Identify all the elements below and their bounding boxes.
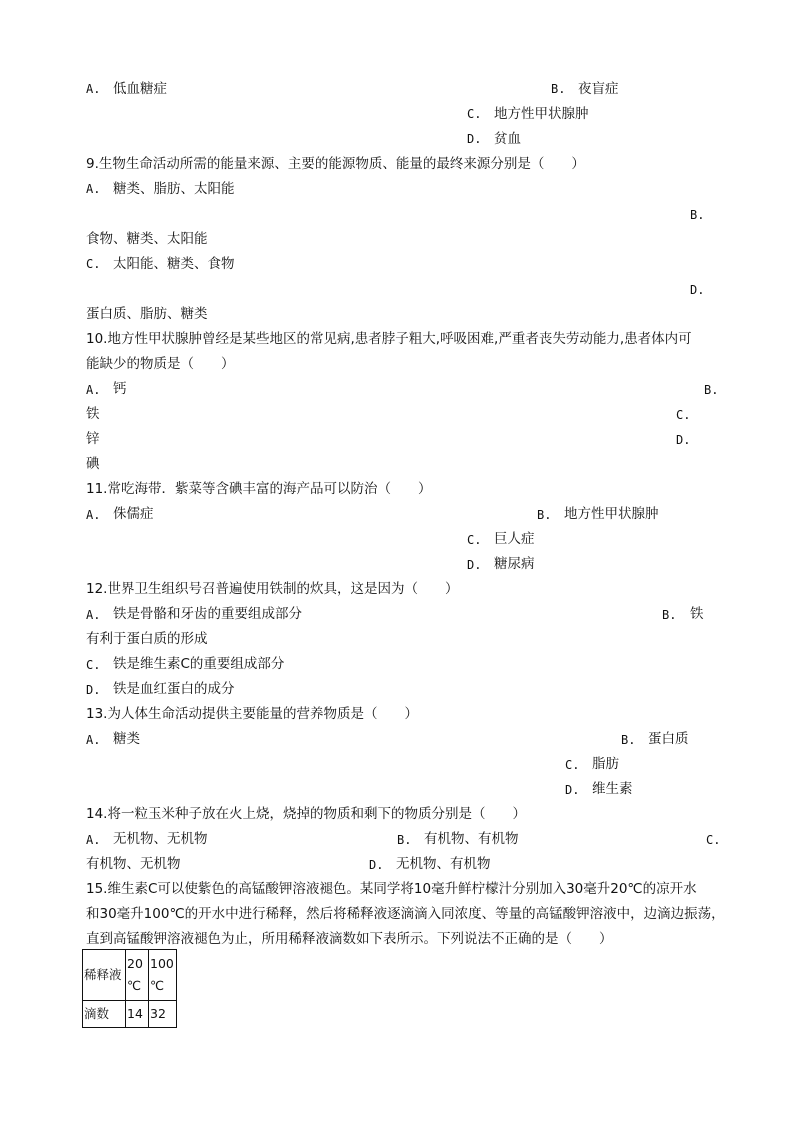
table-row-label: 滴数 [83,1001,126,1028]
q10-option-text-a: 钙 [113,381,127,397]
q14-option-letter-d: D. [369,858,384,872]
option-letter-c: C. [467,107,482,121]
option-text-b: 夜盲症 [578,81,619,97]
header-20-unit: ℃ [127,978,142,993]
q13-option-letter-b: B. [621,733,636,747]
q13-option-letter-c: C. [565,758,580,772]
q12-option-text-b-part2: 有利于蛋白质的形成 [86,631,208,647]
question-10-stem-line1: 10.地方性甲状腺肿曾经是某些地区的常见病,患者脖子粗大,呼吸困难,严重者丧失劳动能力,患者体内可 [86,331,692,347]
q10-option-letter-d: D. [676,433,691,447]
table-row [83,1001,177,1028]
option-text-d: 贫血 [494,131,521,147]
question-9-stem: 9.生物生命活动所需的能量来源、主要的能源物质、能量的最终来源分别是（ ） [86,156,585,172]
question-15-stem-line2: 和30毫升100℃的开水中进行稀释，然后将稀释液逐滴滴入同浓度、等量的高锰酸钾溶液中，边滴边振荡， [86,906,725,922]
q12-option-text-c: 铁是维生素C的重要组成部分 [113,656,285,672]
q9-option-letter-c: C. [86,257,101,271]
q9-option-text-d: 蛋白质、脂肪、糖类 [86,306,208,322]
q10-option-letter-c: C. [676,408,691,422]
q13-option-letter-a: A. [86,733,101,747]
q12-option-letter-b: B. [662,608,677,622]
q12-option-text-a: 铁是骨骼和牙齿的重要组成部分 [113,606,302,622]
q13-option-text-c: 脂肪 [592,756,619,772]
q12-option-text-d: 铁是血红蛋白的成分 [113,681,235,697]
q12-option-text-b-part1: 铁 [690,606,704,622]
q12-option-letter-c: C. [86,658,101,672]
q14-option-text-d: 无机物、有机物 [396,856,491,872]
q10-option-text-d: 碘 [86,456,100,472]
table-header-col-20c [126,950,149,1001]
q13-option-text-b: 蛋白质 [648,731,689,747]
question-10-stem-line2: 能缺少的物质是（ ） [86,356,235,372]
question-15-stem-line3: 直到高锰酸钾溶液褪色为止，所用稀释液滴数如下表所示。下列说法不正确的是（ ） [86,931,613,947]
option-text-a: 低血糖症 [113,81,167,97]
header-100-unit: ℃ [150,978,165,993]
q9-option-text-b: 食物、糖类、太阳能 [86,231,208,247]
option-letter-d: D. [467,132,482,146]
option-letter-a: A. [86,82,101,96]
q13-option-letter-d: D. [565,783,580,797]
table-cell-100c: 32 [149,1001,177,1028]
q9-option-letter-b: B. [690,208,705,222]
question-15-stem-line1: 15.维生素C可以使紫色的高锰酸钾溶液褪色。某同学将10毫升鲜柠檬汁分别加入30毫升20℃的凉开水 [86,881,697,897]
question-13-stem: 13.为人体生命活动提供主要能量的营养物质是（ ） [86,706,418,722]
q9-option-letter-a: A. [86,182,101,196]
q13-option-text-a: 糖类 [113,731,140,747]
q11-option-text-a: 侏儒症 [113,506,154,522]
q11-option-text-c: 巨人症 [494,531,535,547]
q13-option-text-d: 维生素 [592,781,633,797]
question-12-stem: 12.世界卫生组织号召普遍使用铁制的炊具，这是因为（ ） [86,581,459,597]
q11-option-text-b: 地方性甲状腺肿 [564,506,659,522]
q14-option-text-c: 有机物、无机物 [86,856,181,872]
question-11-stem: 11.常吃海带．紫菜等含碘丰富的海产品可以防治（ ） [86,481,432,497]
q10-option-text-c: 锌 [86,431,100,447]
dilution-drops-table [82,949,177,1028]
q11-option-letter-d: D. [467,558,482,572]
q10-option-letter-b: B. [704,383,719,397]
q11-option-letter-b: B. [537,508,552,522]
table-header-row [83,950,177,1001]
table-header-label: 稀释液 [83,950,126,1001]
q14-option-text-b: 有机物、有机物 [424,831,519,847]
q12-option-letter-d: D. [86,683,101,697]
q11-option-text-d: 糖尿病 [494,556,535,572]
q10-option-text-b: 铁 [86,406,100,422]
q9-option-text-a: 糖类、脂肪、太阳能 [113,181,235,197]
q14-option-letter-a: A. [86,833,101,847]
q14-option-letter-c: C. [706,833,721,847]
q14-option-letter-b: B. [397,833,412,847]
question-14-stem: 14.将一粒玉米种子放在火上烧，烧掉的物质和剩下的物质分别是（ ） [86,806,526,822]
q14-option-text-a: 无机物、无机物 [113,831,208,847]
header-20-value: 20 [127,956,143,971]
table-header-col-100c [149,950,177,1001]
header-100-value: 100 [150,956,174,971]
q11-option-letter-a: A. [86,508,101,522]
option-text-c: 地方性甲状腺肿 [494,106,589,122]
q10-option-letter-a: A. [86,383,101,397]
q9-option-text-c: 太阳能、糖类、食物 [113,256,235,272]
q11-option-letter-c: C. [467,533,482,547]
option-letter-b: B. [551,82,566,96]
q12-option-letter-a: A. [86,608,101,622]
table-cell-20c: 14 [126,1001,149,1028]
q9-option-letter-d: D. [690,283,705,297]
